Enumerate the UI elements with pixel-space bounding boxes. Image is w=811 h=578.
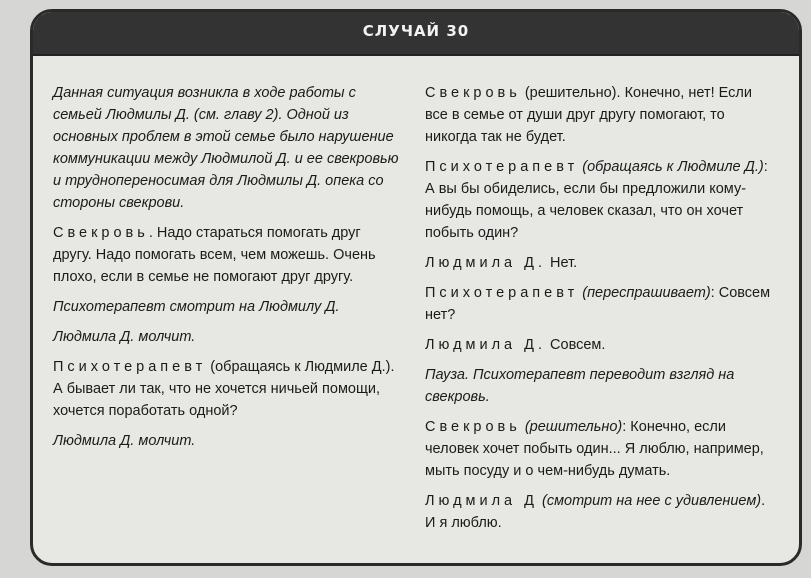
remark-text: (переспрашивает) — [578, 285, 711, 301]
dialogue-text: Совсем. — [546, 337, 606, 353]
speaker-name: Свекровь — [425, 419, 521, 435]
dialogue-text: : Конечно, если человек хочет побыть один... Я люблю, например, мыть посуду и о чем-нибудь думать. — [425, 419, 764, 479]
right-column — [425, 82, 771, 542]
dialogue-line — [53, 222, 399, 288]
speaker-name: Психотерапевт — [425, 159, 579, 175]
dialogue-line — [425, 156, 771, 244]
speaker-name: Людмила Д. — [425, 337, 547, 353]
speaker-name: Свекровь — [425, 85, 521, 101]
speaker-name: Свекровь — [53, 225, 149, 241]
stage-direction: Людмила Д. молчит. — [53, 433, 196, 449]
left-column — [53, 82, 399, 460]
case-title: СЛУЧАЙ 30 — [362, 22, 470, 40]
speaker-name: Людмила Д. — [425, 255, 547, 271]
dialogue-text: . Надо стараться помогать друг другу. Надо помогать всем, чем можешь. Очень плохо, если в семье не помогают друг другу. — [53, 225, 376, 285]
dialogue-line — [425, 416, 771, 482]
remark-text: (обращаясь к Людмиле Д.) — [578, 159, 764, 175]
remark-text: (смотрит на нее с удивлением) — [537, 493, 762, 509]
dialogue-line — [425, 282, 771, 326]
dialogue-line — [425, 334, 771, 356]
dialogue-text: (обращаясь к Людмиле Д.). А бывает ли так, что не хочется ничьей помощи, хочется поработать одной? — [53, 359, 395, 419]
remark-text: (решительно) — [520, 419, 623, 435]
stage-direction: Людмила Д. молчит. — [53, 329, 196, 345]
stage-direction: Пауза. Психотерапевт переводит взгляд на свекровь. — [425, 367, 735, 405]
dialogue-text: (решительно). Конечно, нет! Если все в семье от души друг другу помогают, то никогда так не будет. — [425, 85, 752, 145]
dialogue-text: . И я люблю. — [425, 493, 766, 531]
speaker-name: Психотерапевт — [53, 359, 207, 375]
dialogue-text: Нет. — [546, 255, 578, 271]
case-box — [30, 9, 802, 566]
dialogue-text: : А вы бы обиделись, если бы предложили кому-нибудь помощь, а человек сказал, что он хочет побыть один? — [425, 159, 768, 241]
dialogue-line — [53, 356, 399, 422]
intro-paragraph: Данная ситуация возникла в ходе работы с семьей Людмилы Д. (см. главу 2). Одной из основных проблем в этой семье было нарушение коммуникации между Людмилой Д. и ее свекровью и труднопереносимая для Людмилы Д. опека со стороны свекрови. — [53, 85, 399, 211]
dialogue-line — [425, 252, 771, 274]
stage-direction: Психотерапевт смотрит на Людмилу Д. — [53, 299, 340, 315]
dialogue-text: : Совсем нет? — [425, 285, 771, 323]
speaker-name: Людмила Д — [425, 493, 538, 509]
case-header — [33, 12, 799, 56]
speaker-name: Психотерапевт — [425, 285, 579, 301]
dialogue-line — [425, 490, 771, 534]
dialogue-line — [425, 82, 771, 148]
